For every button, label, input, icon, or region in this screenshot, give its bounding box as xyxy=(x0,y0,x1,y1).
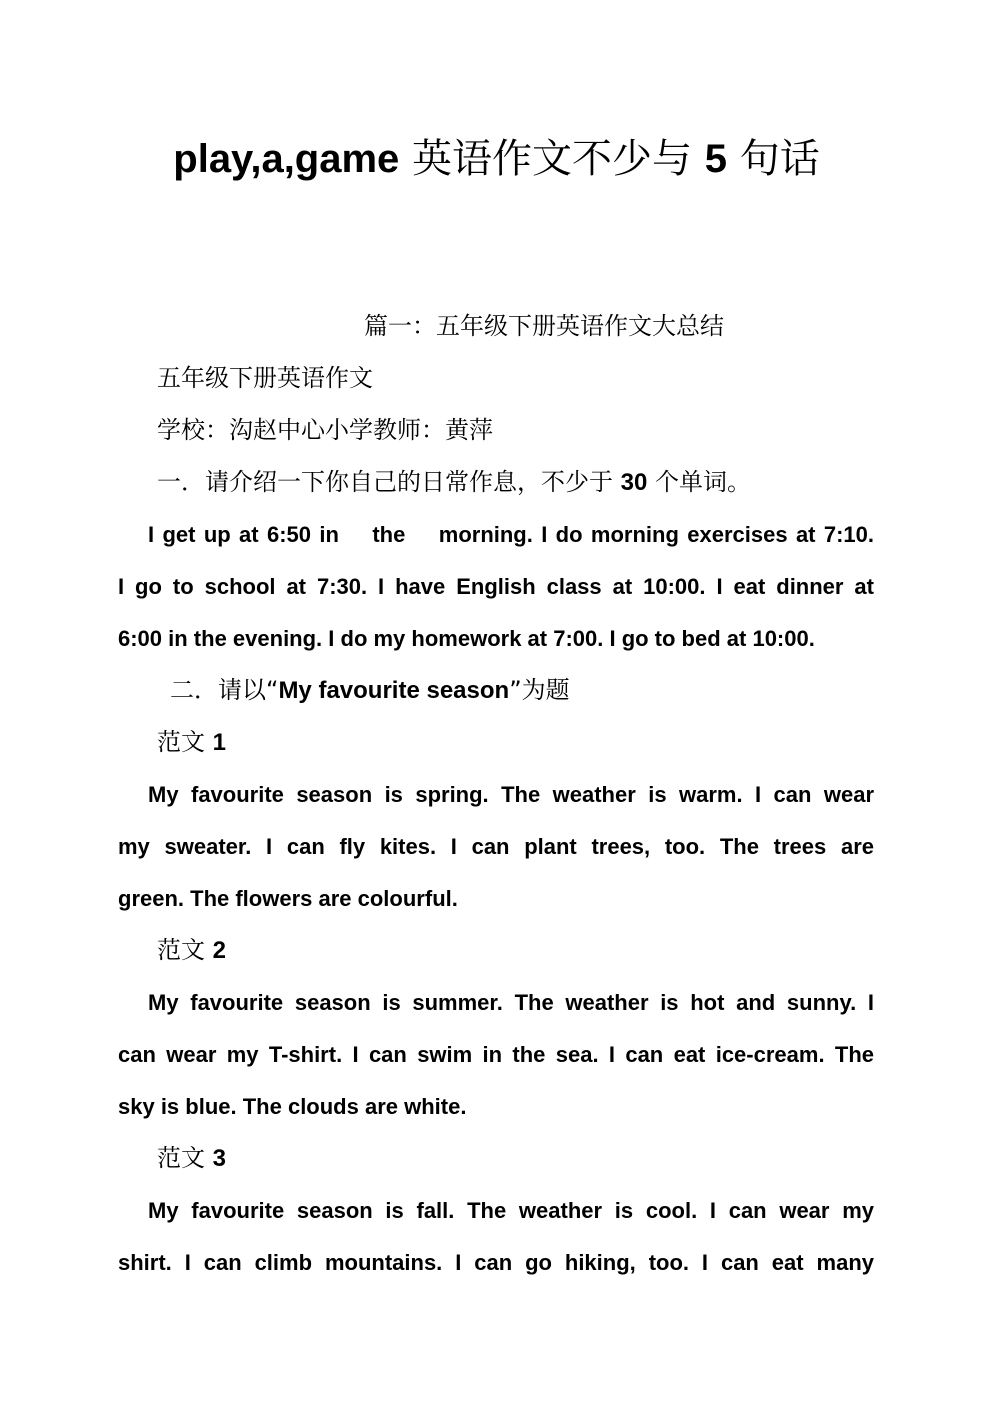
paragraph-line: I go to school at 7:30. I have English class at 10:00. I eat dinner at xyxy=(118,574,874,599)
paragraph-fall xyxy=(118,1185,874,1289)
paragraph-line: My favourite season is summer. The weather is hot and sunny. I xyxy=(148,990,874,1015)
title-latin: play,a,game xyxy=(173,137,400,181)
document-title xyxy=(0,132,993,186)
title-end: 句话 xyxy=(739,136,820,182)
paragraph-line: my sweater. I can fly kites. I can plant trees, too. The trees are xyxy=(118,834,874,859)
paragraph-summer xyxy=(118,977,874,1133)
question-1 xyxy=(157,465,751,500)
question-1-suffix: 个单词。 xyxy=(654,468,751,496)
sample-label: 范文 xyxy=(157,1144,205,1172)
chapter-heading: 篇一：五年级下册英语作文大总结 xyxy=(364,312,724,340)
question-2-title: My favourite season xyxy=(278,677,510,704)
sample-number: 1 xyxy=(212,729,226,756)
paragraph-line: I get up at 6:50 in the morning. I do morning exercises at 7:10. xyxy=(148,522,874,547)
paragraph-routine xyxy=(118,509,874,665)
sample-3-label xyxy=(157,1141,226,1176)
title-cjk: 英语作文不少与 xyxy=(412,136,693,182)
paragraph-spring xyxy=(118,769,874,925)
sample-label: 范文 xyxy=(157,936,205,964)
paragraph-line: sky is blue. The clouds are white. xyxy=(118,1094,467,1119)
paragraph-line: shirt. I can climb mountains. I can go hiking, too. I can eat many xyxy=(118,1250,874,1275)
paragraph-line: 6:00 in the evening. I do my homework at 7:00. I go to bed at 10:00. xyxy=(118,626,815,651)
question-1-prefix: 一．请介绍一下你自己的日常作息，不少于 xyxy=(157,468,613,496)
school-line: 学校：沟赵中心小学教师：黄萍 xyxy=(157,416,493,444)
paragraph-line: can wear my T-shirt. I can swim in the sea. I can eat ice-cream. The xyxy=(118,1042,874,1067)
sample-1-label xyxy=(157,725,226,760)
paragraph-line: My favourite season is fall. The weather is cool. I can wear my xyxy=(148,1198,874,1223)
subtitle: 五年级下册英语作文 xyxy=(157,364,373,392)
paragraph-line: My favourite season is spring. The weather is warm. I can wear xyxy=(148,782,874,807)
sample-number: 2 xyxy=(212,937,226,964)
question-1-number: 30 xyxy=(620,469,648,496)
question-2 xyxy=(170,673,570,708)
sample-number: 3 xyxy=(212,1145,226,1172)
question-2-suffix: ”为题 xyxy=(509,676,570,704)
question-2-prefix: 二．请以“ xyxy=(170,676,279,704)
sample-2-label xyxy=(157,933,226,968)
paragraph-line: green. The flowers are colourful. xyxy=(118,886,458,911)
title-number: 5 xyxy=(704,137,727,181)
sample-label: 范文 xyxy=(157,728,205,756)
